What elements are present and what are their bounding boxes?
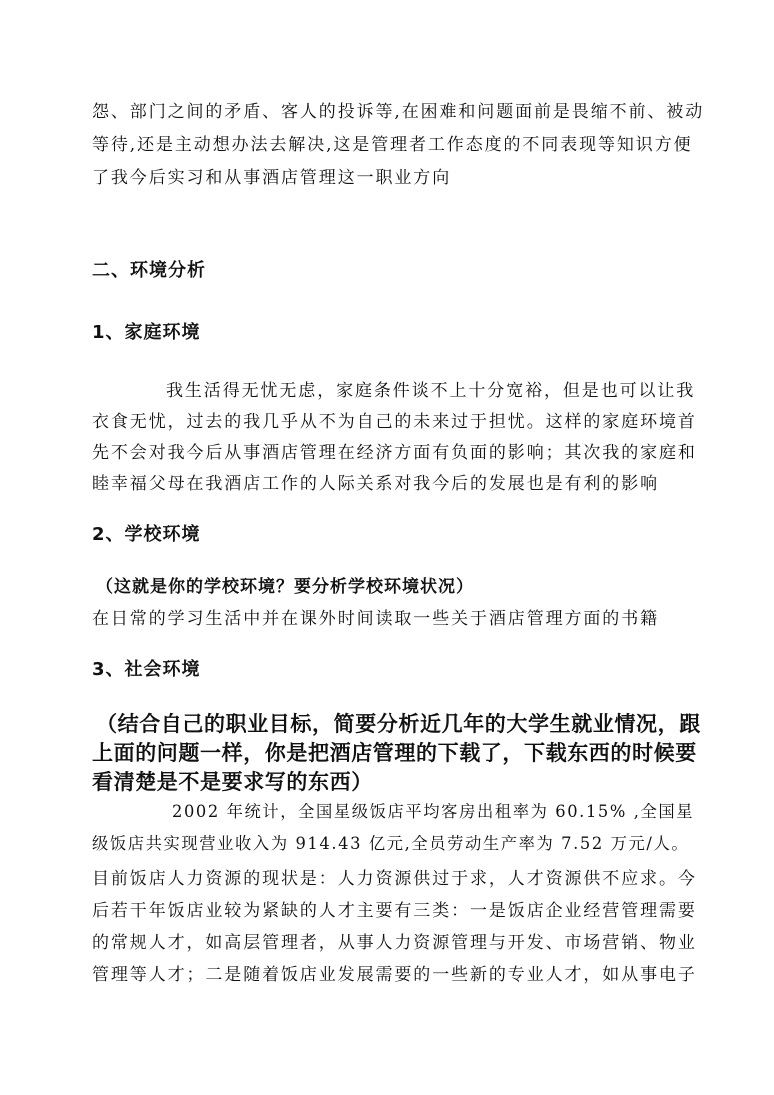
review-note: （结合自己的职业目标，简要分析近几年的大学生就业情况，跟 xyxy=(96,712,701,736)
paragraph-line: 怨、部门之间的矛盾、客人的投诉等,在困难和问题面前是畏缩不前、被动 xyxy=(92,102,705,122)
review-note: 上面的问题一样，你是把酒店管理的下载了，下载东西的时候要 xyxy=(92,741,697,765)
section-title: 二、环境分析 xyxy=(92,260,206,281)
paragraph-line: 级饭店共实现营业收入为 914.43 亿元,全员劳动生产率为 7.52 万元/人。 xyxy=(92,834,690,853)
paragraph-line: 睦幸福父母在我酒店工作的人际关系对我今后的发展也是有利的影响 xyxy=(92,474,659,494)
paragraph-line: 管理等人才；二是随着饭店业发展需要的一些新的专业人才，如从事电子 xyxy=(92,965,697,985)
paragraph-line: 的常规人才，如高层管理者，从事人力资源管理与开发、市场营销、物业 xyxy=(92,933,697,953)
subsection-heading-society: 3、社会环境 xyxy=(92,659,201,680)
paragraph-line: 在日常的学习生活中并在课外时间读取一些关于酒店管理方面的书籍 xyxy=(92,609,659,629)
paragraph-line: 我生活得无忧无虑，家庭条件谈不上十分宽裕，但是也可以让我 xyxy=(166,381,696,401)
review-note: （这就是你的学校环境？要分析学校环境状况） xyxy=(96,577,474,597)
paragraph-line: 先不会对我今后从事酒店管理在经济方面有负面的影响；其次我的家庭和 xyxy=(92,443,697,463)
paragraph-line: 衣食无忧，过去的我几乎从不为自己的未来过于担忧。这样的家庭环境首 xyxy=(92,412,697,432)
subsection-heading-school: 2、学校环境 xyxy=(92,524,201,545)
review-note: 看清楚是不是要求写的东西） xyxy=(92,770,373,794)
paragraph-line: 2002 年统计，全国星级饭店平均客房出租率为 60.15% ,全国星 xyxy=(172,802,695,821)
paragraph-line: 了我今后实习和从事酒店管理这一职业方向 xyxy=(92,168,452,188)
subsection-heading-family: 1、家庭环境 xyxy=(92,322,201,343)
paragraph-line: 后若干年饭店业较为紧缺的人才主要有三类：一是饭店企业经营管理需要 xyxy=(92,901,697,921)
paragraph-line: 等待,还是主动想办法去解决,这是管理者工作态度的不同表现等知识方便 xyxy=(92,135,693,155)
paragraph-line: 目前饭店人力资源的现状是：人力资源供过于求，人才资源供不应求。今 xyxy=(92,869,697,889)
